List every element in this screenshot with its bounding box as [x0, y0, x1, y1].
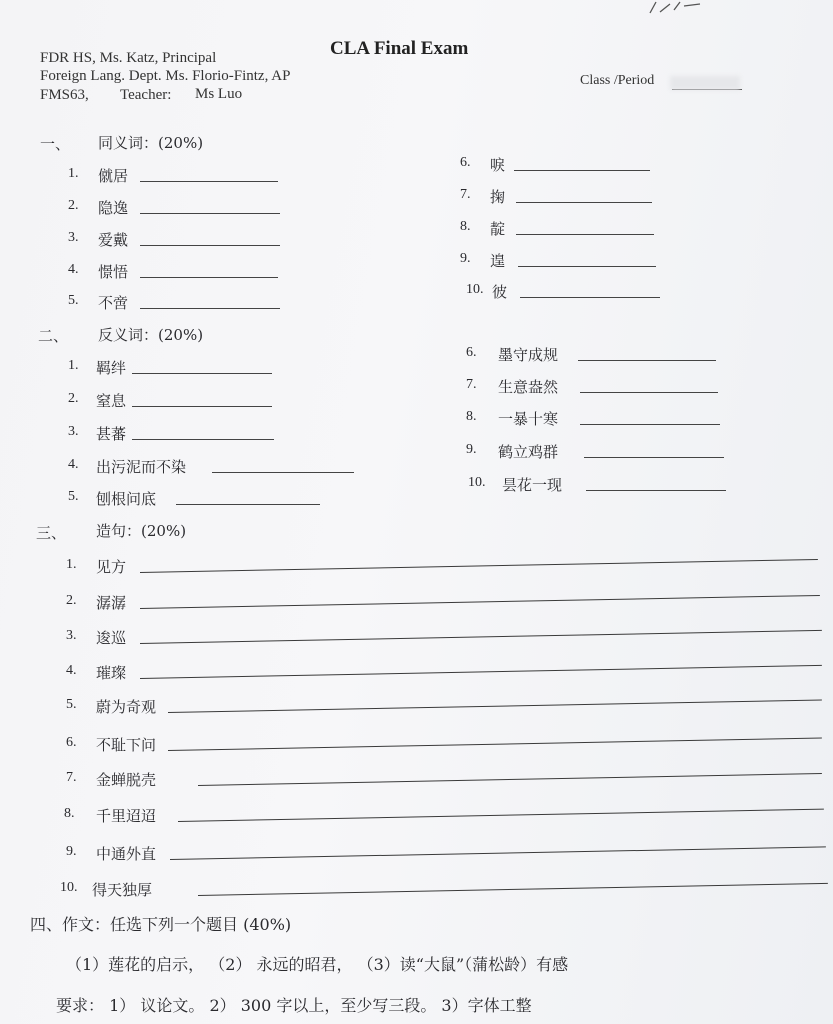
- item-number: 7.: [66, 770, 77, 785]
- answer-blank[interactable]: [178, 809, 824, 822]
- item-word: 得天独厚: [92, 881, 153, 899]
- item-number: 9.: [66, 844, 77, 859]
- section4-title: 四、作文：任选下列一个题目 (40%): [30, 915, 292, 934]
- answer-blank[interactable]: [516, 234, 654, 235]
- item-word: 掬: [490, 188, 506, 206]
- item-word: 憬悟: [98, 263, 129, 281]
- answer-blank[interactable]: [176, 504, 320, 505]
- section2-title: 反义词：(20%): [98, 326, 204, 344]
- redacted-area: [670, 76, 740, 90]
- item-number: 3.: [68, 424, 79, 439]
- answer-blank[interactable]: [578, 360, 716, 361]
- answer-blank[interactable]: [140, 181, 278, 182]
- answer-blank[interactable]: [132, 439, 274, 440]
- item-number: 8.: [64, 806, 75, 821]
- section2-marker: 二、: [38, 327, 69, 345]
- section3-title: 造句：(20%): [96, 522, 187, 540]
- item-number: 5.: [66, 697, 77, 712]
- teacher-name: Ms Luo: [195, 86, 243, 102]
- item-word: 刨根问底: [96, 490, 157, 508]
- item-number: 6.: [460, 155, 471, 170]
- answer-blank[interactable]: [586, 490, 726, 491]
- item-word: 潺潺: [96, 594, 127, 612]
- item-word: 昙花一现: [502, 476, 563, 494]
- item-number: 8.: [466, 409, 477, 424]
- answer-blank[interactable]: [580, 392, 718, 393]
- item-word: 唳: [490, 156, 506, 174]
- item-word: 甚蕃: [96, 425, 127, 443]
- answer-blank[interactable]: [140, 595, 820, 609]
- item-number: 10.: [468, 475, 486, 490]
- answer-blank[interactable]: [516, 202, 652, 203]
- answer-blank[interactable]: [140, 665, 822, 679]
- handwritten-mark: [640, 0, 720, 14]
- item-number: 3.: [68, 230, 79, 245]
- item-word: 中通外直: [96, 845, 157, 863]
- item-word: 靛: [490, 220, 506, 238]
- item-number: 5.: [68, 293, 79, 308]
- answer-blank[interactable]: [518, 266, 656, 267]
- item-number: 2.: [68, 198, 79, 213]
- item-word: 僦居: [98, 167, 129, 185]
- item-number: 1.: [68, 166, 79, 181]
- answer-blank[interactable]: [132, 406, 272, 407]
- item-word: 爱戴: [98, 231, 129, 249]
- answer-blank[interactable]: [132, 373, 272, 374]
- item-word: 不啻: [98, 294, 129, 312]
- item-number: 10.: [466, 282, 484, 297]
- section1-marker: 一、: [40, 135, 71, 153]
- item-number: 6.: [66, 735, 77, 750]
- item-word: 璀璨: [96, 664, 127, 682]
- item-word: 蔚为奇观: [96, 698, 157, 716]
- essay-requirements: 要求： 1） 议论文。 2） 300 字以上，至少写三段。 3）字体工整: [56, 996, 532, 1015]
- answer-blank[interactable]: [580, 424, 720, 425]
- answer-blank[interactable]: [198, 883, 828, 896]
- item-word: 出污泥而不染: [96, 458, 187, 476]
- item-number: 4.: [68, 457, 79, 472]
- section3-marker: 三、: [36, 524, 67, 542]
- item-word: 羁绊: [96, 359, 127, 377]
- item-number: 6.: [466, 345, 477, 360]
- item-word: 生意盎然: [498, 378, 559, 396]
- answer-blank[interactable]: [140, 245, 280, 246]
- item-word: 墨守成规: [498, 346, 559, 364]
- item-word: 彼: [492, 283, 508, 301]
- item-number: 3.: [66, 628, 77, 643]
- item-word: 隐逸: [98, 199, 129, 217]
- essay-topics: （1）莲花的启示， （2） 永远的昭君， （3）读“大鼠”（蒲松龄）有感: [66, 955, 569, 974]
- item-word: 千里迢迢: [96, 807, 157, 825]
- item-word: 窒息: [96, 392, 127, 410]
- item-word: 一暴十寒: [498, 410, 559, 428]
- exam-title: CLA Final Exam: [330, 38, 469, 59]
- item-number: 5.: [68, 489, 79, 504]
- department-line: Foreign Lang. Dept. Ms. Florio-Fintz, AP: [40, 68, 291, 84]
- item-word: 逡巡: [96, 629, 127, 647]
- answer-blank[interactable]: [212, 472, 354, 473]
- item-number: 7.: [460, 187, 471, 202]
- teacher-label: Teacher:: [120, 87, 172, 103]
- item-word: 遑: [490, 252, 506, 270]
- item-word: 鹤立鸡群: [498, 443, 559, 461]
- item-number: 9.: [460, 251, 471, 266]
- answer-blank[interactable]: [520, 297, 660, 298]
- item-number: 1.: [68, 358, 79, 373]
- answer-blank[interactable]: [140, 308, 280, 309]
- item-word: 见方: [96, 558, 127, 576]
- answer-blank[interactable]: [140, 630, 822, 644]
- answer-blank[interactable]: [584, 457, 724, 458]
- school-line: FDR HS, Ms. Katz, Principal: [40, 50, 217, 66]
- item-number: 4.: [66, 663, 77, 678]
- answer-blank[interactable]: [140, 213, 280, 214]
- item-number: 7.: [466, 377, 477, 392]
- item-number: 2.: [68, 391, 79, 406]
- answer-blank[interactable]: [168, 699, 822, 713]
- item-number: 4.: [68, 262, 79, 277]
- answer-blank[interactable]: [168, 737, 822, 751]
- class-code: FMS63,: [40, 87, 89, 103]
- answer-blank[interactable]: [198, 773, 822, 786]
- item-word: 不耻下问: [96, 736, 157, 754]
- item-number: 8.: [460, 219, 471, 234]
- item-number: 9.: [466, 442, 477, 457]
- item-number: 2.: [66, 593, 77, 608]
- answer-blank[interactable]: [514, 170, 650, 171]
- answer-blank[interactable]: [140, 559, 818, 573]
- item-number: 10.: [60, 880, 78, 895]
- item-number: 1.: [66, 557, 77, 572]
- class-period-label: Class /Period: [580, 73, 655, 88]
- item-word: 金蝉脱壳: [96, 771, 157, 789]
- answer-blank[interactable]: [170, 846, 826, 860]
- answer-blank[interactable]: [140, 277, 278, 278]
- section1-title: 同义词：(20%): [98, 134, 204, 152]
